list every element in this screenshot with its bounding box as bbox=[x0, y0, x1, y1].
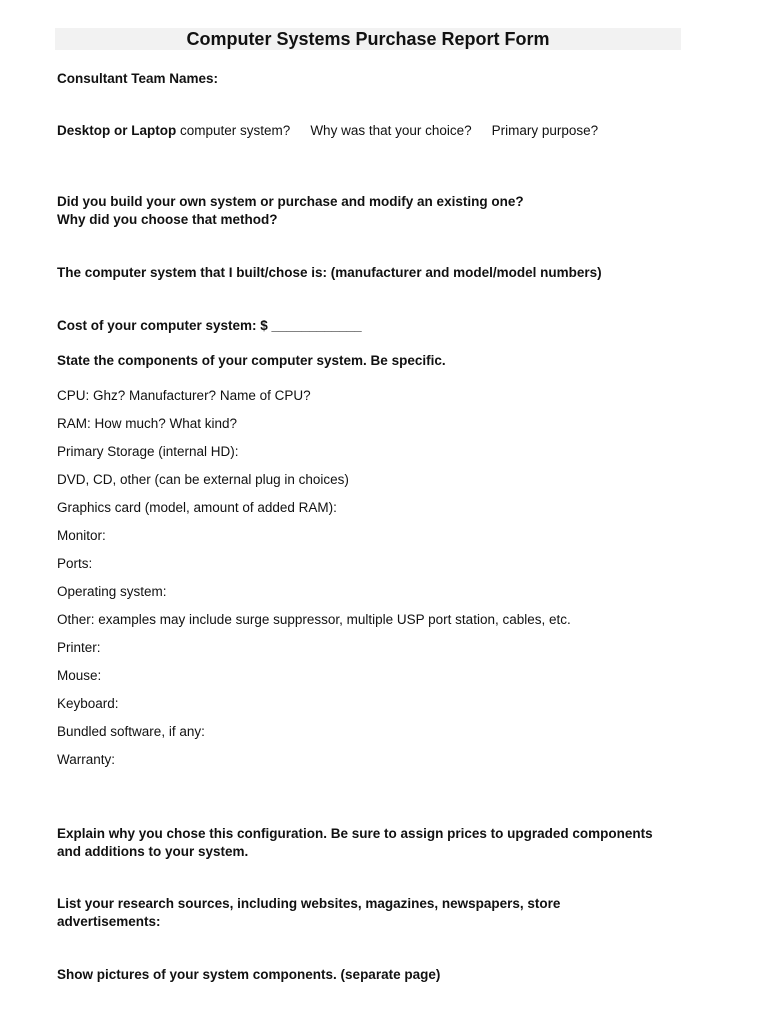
device-question-rest: computer system? bbox=[176, 123, 291, 138]
component-optical-drive: DVD, CD, other (can be external plug in choices) bbox=[57, 472, 349, 487]
component-graphics-card: Graphics card (model, amount of added RAM): bbox=[57, 500, 337, 515]
research-line2: advertisements: bbox=[57, 914, 161, 929]
component-mouse: Mouse: bbox=[57, 668, 102, 683]
research-line1: List your research sources, including websites, magazines, newspapers, store bbox=[57, 896, 561, 911]
title-bar bbox=[55, 28, 681, 50]
component-other: Other: examples may include surge suppressor, multiple USP port station, cables, etc. bbox=[57, 612, 571, 627]
system-chosen-label: The computer system that I built/chose is: (manufacturer and model/model numbers) bbox=[57, 265, 602, 280]
page-title: Computer Systems Purchase Report Form bbox=[186, 29, 550, 49]
component-ram: RAM: How much? What kind? bbox=[57, 416, 238, 431]
component-monitor: Monitor: bbox=[57, 528, 106, 543]
device-question bbox=[57, 122, 598, 140]
component-operating-system: Operating system: bbox=[57, 584, 167, 599]
component-printer: Printer: bbox=[57, 640, 101, 655]
build-question-line2: Why did you choose that method? bbox=[57, 212, 278, 227]
component-cpu: CPU: Ghz? Manufacturer? Name of CPU? bbox=[57, 388, 311, 403]
device-question-purpose: Primary purpose? bbox=[491, 123, 599, 138]
components-heading: State the components of your computer system. Be specific. bbox=[57, 353, 446, 368]
explain-line1: Explain why you chose this configuration. Be sure to assign prices to upgraded components bbox=[57, 826, 653, 841]
component-bundled-software: Bundled software, if any: bbox=[57, 724, 205, 739]
component-keyboard: Keyboard: bbox=[57, 696, 119, 711]
component-warranty: Warranty: bbox=[57, 752, 116, 767]
pictures-label: Show pictures of your system components. (separate page) bbox=[57, 967, 441, 982]
explain-line2: and additions to your system. bbox=[57, 844, 249, 859]
cost-label: Cost of your computer system: $ ____________ bbox=[57, 318, 362, 333]
component-primary-storage: Primary Storage (internal HD): bbox=[57, 444, 239, 459]
component-ports: Ports: bbox=[57, 556, 93, 571]
device-question-why: Why was that your choice? bbox=[310, 123, 472, 138]
consultant-team-label: Consultant Team Names: bbox=[57, 71, 219, 86]
build-question-line1: Did you build your own system or purchase and modify an existing one? bbox=[57, 194, 524, 209]
device-question-bold: Desktop or Laptop bbox=[57, 123, 177, 138]
